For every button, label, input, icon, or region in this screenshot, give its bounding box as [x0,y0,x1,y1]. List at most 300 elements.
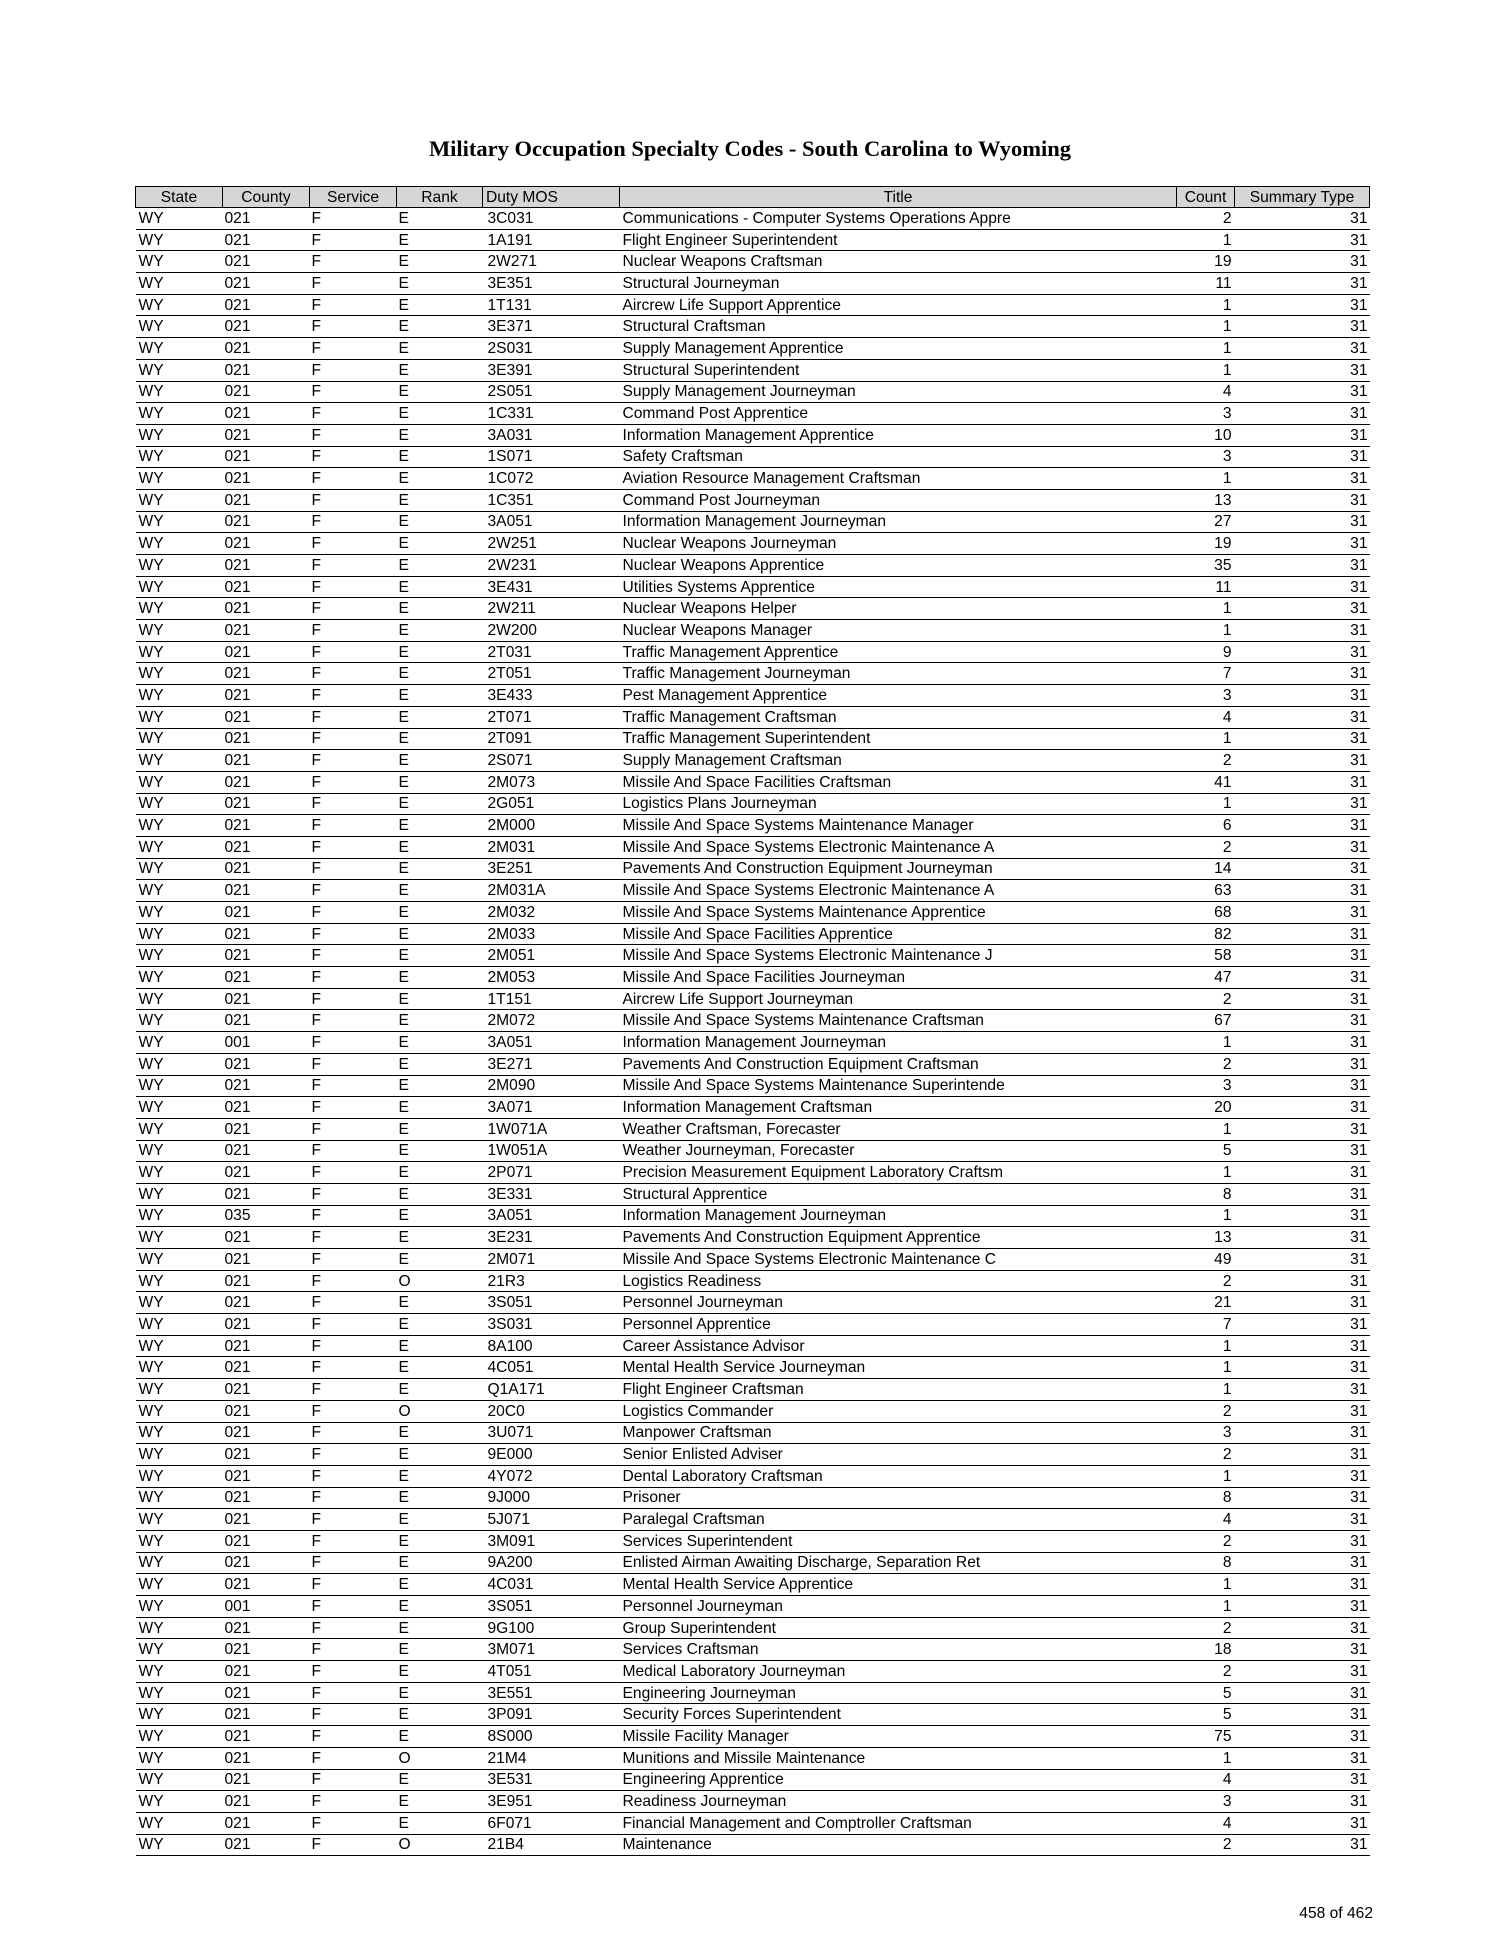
cell-summary-type: 31 [1235,1335,1370,1357]
cell-count: 35 [1177,555,1235,577]
cell-service: F [310,1053,397,1075]
table-row [136,403,1370,425]
cell-duty-mos: 4C031 [483,1574,620,1596]
cell-rank: E [397,1682,483,1704]
cell-service: F [310,815,397,837]
table-row [136,1314,1370,1336]
cell-county: 021 [223,1574,310,1596]
table-row [136,1661,1370,1683]
cell-state: WY [136,1487,223,1509]
cell-summary-type: 31 [1235,1400,1370,1422]
cell-service: F [310,294,397,316]
table-row [136,1010,1370,1032]
table-row [136,902,1370,924]
cell-state: WY [136,1834,223,1856]
cell-state: WY [136,858,223,880]
cell-service: F [310,620,397,642]
cell-rank: E [397,706,483,728]
cell-count: 47 [1177,967,1235,989]
cell-count: 2 [1177,1270,1235,1292]
cell-county: 021 [223,1097,310,1119]
cell-county: 021 [223,1357,310,1379]
cell-title: Nuclear Weapons Apprentice [620,555,1177,577]
cell-state: WY [136,1444,223,1466]
cell-duty-mos: 3S031 [483,1314,620,1336]
cell-state: WY [136,468,223,490]
cell-summary-type: 31 [1235,1596,1370,1618]
cell-service: F [310,1726,397,1748]
table-row [136,663,1370,685]
cell-state: WY [136,1379,223,1401]
cell-service: F [310,1682,397,1704]
cell-rank: E [397,1791,483,1813]
cell-service: F [310,1422,397,1444]
cell-service: F [310,1227,397,1249]
cell-duty-mos: 1C072 [483,468,620,490]
table-row [136,1162,1370,1184]
cell-state: WY [136,1335,223,1357]
cell-rank: E [397,728,483,750]
cell-county: 021 [223,750,310,772]
cell-service: F [310,1400,397,1422]
cell-service: F [310,359,397,381]
cell-title: Information Management Craftsman [620,1097,1177,1119]
cell-state: WY [136,1075,223,1097]
cell-county: 021 [223,273,310,295]
cell-county: 021 [223,1487,310,1509]
cell-title: Logistics Plans Journeyman [620,793,1177,815]
cell-count: 1 [1177,294,1235,316]
cell-county: 021 [223,1465,310,1487]
cell-state: WY [136,424,223,446]
cell-duty-mos: 2T031 [483,641,620,663]
cell-county: 021 [223,381,310,403]
cell-county: 021 [223,1227,310,1249]
cell-rank: E [397,1205,483,1227]
cell-duty-mos: 3E251 [483,858,620,880]
cell-rank: E [397,1422,483,1444]
cell-summary-type: 31 [1235,403,1370,425]
cell-duty-mos: 3E951 [483,1791,620,1813]
cell-county: 021 [223,836,310,858]
cell-count: 19 [1177,251,1235,273]
cell-summary-type: 31 [1235,1834,1370,1856]
cell-title: Aircrew Life Support Journeyman [620,988,1177,1010]
cell-service: F [310,1292,397,1314]
cell-county: 021 [223,1661,310,1683]
table-row [136,1400,1370,1422]
table-row [136,1791,1370,1813]
table-row [136,446,1370,468]
table-row [136,1769,1370,1791]
cell-summary-type: 31 [1235,1010,1370,1032]
cell-rank: E [397,1075,483,1097]
cell-state: WY [136,706,223,728]
cell-duty-mos: 3E371 [483,316,620,338]
cell-rank: E [397,1032,483,1054]
cell-state: WY [136,1574,223,1596]
cell-rank: E [397,663,483,685]
cell-duty-mos: 3E433 [483,685,620,707]
cell-state: WY [136,381,223,403]
cell-rank: E [397,771,483,793]
cell-state: WY [136,945,223,967]
table-row [136,316,1370,338]
cell-duty-mos: 1T151 [483,988,620,1010]
cell-duty-mos: 2G051 [483,793,620,815]
cell-county: 021 [223,1726,310,1748]
cell-summary-type: 31 [1235,294,1370,316]
cell-duty-mos: 4C051 [483,1357,620,1379]
cell-state: WY [136,489,223,511]
cell-title: Supply Management Journeyman [620,381,1177,403]
cell-count: 4 [1177,1769,1235,1791]
table-row [136,338,1370,360]
cell-rank: E [397,1314,483,1336]
cell-state: WY [136,1682,223,1704]
table-row [136,1379,1370,1401]
cell-service: F [310,555,397,577]
cell-state: WY [136,1032,223,1054]
cell-summary-type: 31 [1235,576,1370,598]
table-row [136,815,1370,837]
header-duty-mos: Duty MOS [483,187,620,208]
cell-count: 11 [1177,576,1235,598]
cell-state: WY [136,1183,223,1205]
cell-title: Nuclear Weapons Helper [620,598,1177,620]
cell-duty-mos: 2W271 [483,251,620,273]
cell-summary-type: 31 [1235,1661,1370,1683]
table-row [136,273,1370,295]
cell-county: 021 [223,1617,310,1639]
cell-service: F [310,1205,397,1227]
cell-service: F [310,793,397,815]
cell-summary-type: 31 [1235,1357,1370,1379]
cell-state: WY [136,251,223,273]
cell-count: 19 [1177,533,1235,555]
cell-county: 021 [223,446,310,468]
cell-title: Mental Health Service Apprentice [620,1574,1177,1596]
cell-title: Supply Management Craftsman [620,750,1177,772]
cell-title: Information Management Journeyman [620,511,1177,533]
cell-rank: E [397,750,483,772]
cell-count: 1 [1177,1574,1235,1596]
cell-service: F [310,1639,397,1661]
cell-duty-mos: 2M073 [483,771,620,793]
cell-service: F [310,1465,397,1487]
cell-duty-mos: 2M051 [483,945,620,967]
cell-rank: E [397,229,483,251]
cell-count: 18 [1177,1639,1235,1661]
header-title: Title [620,187,1177,208]
cell-count: 63 [1177,880,1235,902]
cell-county: 021 [223,880,310,902]
cell-state: WY [136,793,223,815]
cell-duty-mos: 9J000 [483,1487,620,1509]
cell-count: 1 [1177,1357,1235,1379]
cell-duty-mos: 1S071 [483,446,620,468]
cell-state: WY [136,620,223,642]
cell-duty-mos: 2P071 [483,1162,620,1184]
cell-title: Missile And Space Facilities Journeyman [620,967,1177,989]
cell-rank: E [397,359,483,381]
cell-count: 1 [1177,620,1235,642]
table-row [136,1227,1370,1249]
cell-summary-type: 31 [1235,1487,1370,1509]
cell-rank: E [397,1812,483,1834]
cell-summary-type: 31 [1235,1769,1370,1791]
table-row [136,1335,1370,1357]
cell-count: 2 [1177,1661,1235,1683]
cell-title: Flight Engineer Craftsman [620,1379,1177,1401]
cell-duty-mos: 20C0 [483,1400,620,1422]
table-row [136,1639,1370,1661]
table-row [136,424,1370,446]
cell-summary-type: 31 [1235,424,1370,446]
cell-state: WY [136,1205,223,1227]
cell-service: F [310,1834,397,1856]
table-row [136,836,1370,858]
cell-service: F [310,967,397,989]
cell-title: Security Forces Superintendent [620,1704,1177,1726]
cell-service: F [310,1444,397,1466]
cell-title: Enlisted Airman Awaiting Discharge, Separation Ret [620,1552,1177,1574]
cell-duty-mos: 1A191 [483,229,620,251]
cell-duty-mos: 2S051 [483,381,620,403]
cell-count: 3 [1177,1075,1235,1097]
cell-service: F [310,750,397,772]
cell-count: 1 [1177,359,1235,381]
cell-rank: E [397,489,483,511]
cell-state: WY [136,1357,223,1379]
cell-state: WY [136,1596,223,1618]
cell-duty-mos: 2W231 [483,555,620,577]
cell-service: F [310,1509,397,1531]
cell-rank: O [397,1834,483,1856]
cell-count: 1 [1177,598,1235,620]
cell-rank: E [397,294,483,316]
cell-title: Senior Enlisted Adviser [620,1444,1177,1466]
cell-state: WY [136,988,223,1010]
cell-title: Command Post Apprentice [620,403,1177,425]
cell-count: 27 [1177,511,1235,533]
cell-duty-mos: 2M032 [483,902,620,924]
cell-duty-mos: 2T091 [483,728,620,750]
cell-count: 75 [1177,1726,1235,1748]
cell-service: F [310,1010,397,1032]
table-row [136,1552,1370,1574]
cell-count: 82 [1177,923,1235,945]
cell-service: F [310,923,397,945]
cell-service: F [310,468,397,490]
page-title: Military Occupation Specialty Codes - South Carolina to Wyoming [428,136,1072,161]
cell-county: 021 [223,424,310,446]
header-summary-type: Summary Type [1235,187,1370,208]
cell-rank: E [397,533,483,555]
cell-state: WY [136,1097,223,1119]
cell-state: WY [136,1118,223,1140]
table-row [136,1812,1370,1834]
cell-rank: E [397,1444,483,1466]
cell-state: WY [136,836,223,858]
cell-service: F [310,381,397,403]
cell-county: 021 [223,1270,310,1292]
cell-state: WY [136,1791,223,1813]
cell-state: WY [136,1812,223,1834]
cell-service: F [310,208,397,230]
cell-summary-type: 31 [1235,1292,1370,1314]
cell-service: F [310,598,397,620]
cell-state: WY [136,880,223,902]
table-row [136,1530,1370,1552]
table-row [136,1097,1370,1119]
cell-state: WY [136,1162,223,1184]
cell-count: 1 [1177,316,1235,338]
cell-service: F [310,902,397,924]
cell-title: Services Superintendent [620,1530,1177,1552]
table-row [136,1140,1370,1162]
cell-state: WY [136,815,223,837]
table-row [136,771,1370,793]
cell-service: F [310,945,397,967]
table-row [136,1509,1370,1531]
cell-county: 021 [223,555,310,577]
cell-summary-type: 31 [1235,880,1370,902]
cell-title: Paralegal Craftsman [620,1509,1177,1531]
table-row [136,1574,1370,1596]
table-row [136,945,1370,967]
cell-county: 021 [223,316,310,338]
cell-state: WY [136,685,223,707]
cell-service: F [310,1747,397,1769]
cell-title: Structural Superintendent [620,359,1177,381]
cell-rank: E [397,381,483,403]
cell-service: F [310,424,397,446]
cell-summary-type: 31 [1235,598,1370,620]
cell-county: 021 [223,1791,310,1813]
cell-state: WY [136,1617,223,1639]
cell-county: 021 [223,641,310,663]
cell-service: F [310,446,397,468]
cell-rank: E [397,1053,483,1075]
cell-summary-type: 31 [1235,728,1370,750]
cell-duty-mos: 2W211 [483,598,620,620]
cell-service: F [310,706,397,728]
cell-rank: E [397,273,483,295]
cell-service: F [310,685,397,707]
cell-state: WY [136,1726,223,1748]
cell-service: F [310,1617,397,1639]
cell-county: 021 [223,967,310,989]
cell-state: WY [136,771,223,793]
cell-title: Maintenance [620,1834,1177,1856]
cell-count: 8 [1177,1552,1235,1574]
cell-rank: E [397,967,483,989]
cell-summary-type: 31 [1235,229,1370,251]
cell-rank: E [397,1465,483,1487]
cell-state: WY [136,1639,223,1661]
cell-rank: E [397,641,483,663]
cell-count: 6 [1177,815,1235,837]
cell-duty-mos: 3C031 [483,208,620,230]
cell-state: WY [136,511,223,533]
cell-title: Financial Management and Comptroller Craftsman [620,1812,1177,1834]
cell-duty-mos: 4T051 [483,1661,620,1683]
cell-title: Weather Craftsman, Forecaster [620,1118,1177,1140]
cell-summary-type: 31 [1235,446,1370,468]
cell-rank: E [397,1726,483,1748]
cell-duty-mos: 3E391 [483,359,620,381]
cell-title: Personnel Journeyman [620,1292,1177,1314]
cell-count: 2 [1177,836,1235,858]
cell-service: F [310,533,397,555]
cell-count: 20 [1177,1097,1235,1119]
cell-title: Career Assistance Advisor [620,1335,1177,1357]
cell-title: Logistics Readiness [620,1270,1177,1292]
cell-state: WY [136,533,223,555]
cell-rank: E [397,1010,483,1032]
cell-summary-type: 31 [1235,489,1370,511]
cell-title: Engineering Apprentice [620,1769,1177,1791]
cell-county: 035 [223,1205,310,1227]
cell-county: 021 [223,902,310,924]
cell-county: 021 [223,1509,310,1531]
cell-title: Mental Health Service Journeyman [620,1357,1177,1379]
table-row [136,620,1370,642]
cell-summary-type: 31 [1235,1162,1370,1184]
cell-state: WY [136,1422,223,1444]
cell-service: F [310,1769,397,1791]
cell-state: WY [136,750,223,772]
table-row [136,1075,1370,1097]
cell-service: F [310,1032,397,1054]
cell-service: F [310,1379,397,1401]
cell-duty-mos: 1W051A [483,1140,620,1162]
cell-service: F [310,229,397,251]
cell-count: 2 [1177,1617,1235,1639]
cell-rank: E [397,1379,483,1401]
table-row [136,294,1370,316]
cell-county: 021 [223,1010,310,1032]
cell-summary-type: 31 [1235,1227,1370,1249]
cell-service: F [310,1812,397,1834]
table-row [136,858,1370,880]
cell-rank: E [397,1118,483,1140]
cell-title: Engineering Journeyman [620,1682,1177,1704]
table-row [136,1183,1370,1205]
cell-title: Missile And Space Systems Maintenance Manager [620,815,1177,837]
cell-state: WY [136,338,223,360]
cell-county: 021 [223,1314,310,1336]
cell-summary-type: 31 [1235,1574,1370,1596]
table-row [136,728,1370,750]
header-county: County [223,187,310,208]
cell-county: 021 [223,1400,310,1422]
cell-rank: E [397,923,483,945]
cell-duty-mos: 2T051 [483,663,620,685]
cell-state: WY [136,1010,223,1032]
cell-rank: E [397,1530,483,1552]
cell-summary-type: 31 [1235,468,1370,490]
cell-count: 67 [1177,1010,1235,1032]
cell-count: 1 [1177,1335,1235,1357]
cell-rank: E [397,1574,483,1596]
cell-count: 1 [1177,728,1235,750]
cell-county: 001 [223,1596,310,1618]
cell-title: Missile And Space Systems Electronic Maintenance J [620,945,1177,967]
cell-duty-mos: 21B4 [483,1834,620,1856]
cell-duty-mos: 3E231 [483,1227,620,1249]
